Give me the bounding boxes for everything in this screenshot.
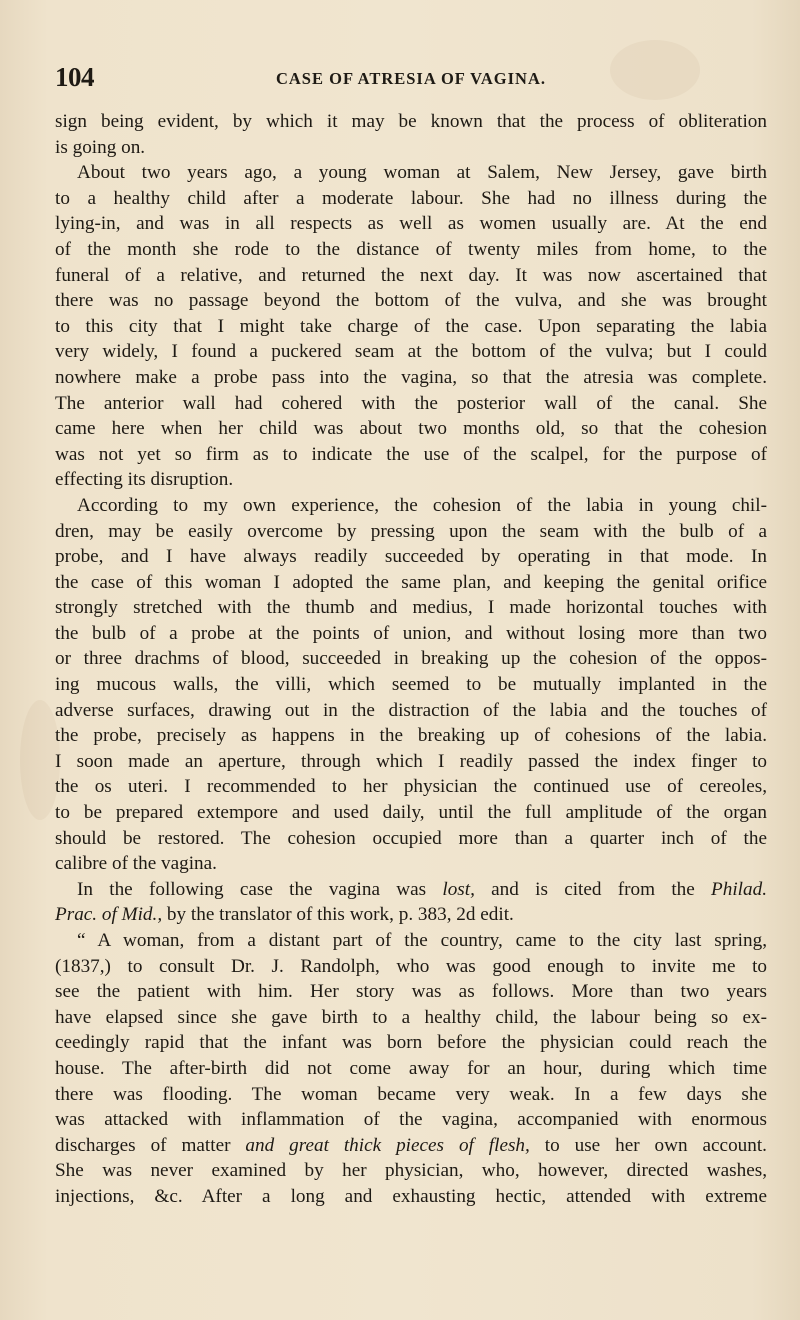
text-line: there was flooding. The woman became very weak. In a few days she — [55, 1083, 767, 1105]
text-line — [55, 902, 767, 928]
text-line — [55, 877, 767, 903]
italic-text: Philad. — [711, 878, 767, 900]
text-line: have elapsed since she gave birth to a healthy child, the labour being so ex- — [55, 1006, 767, 1028]
text-line: I soon made an aperture, through which I readily passed the index finger to — [55, 750, 767, 772]
text-line: very widely, I found a puckered seam at the bottom of the vulva; but I could — [55, 341, 767, 363]
text-line: “ A woman, from a distant part of the country, came to the city last spring, — [77, 930, 767, 951]
page-header — [55, 62, 767, 92]
text-line: to this city that I might take charge of the case. Upon separating the labia — [55, 315, 767, 337]
text-line: strongly stretched with the thumb and medius, I made horizontal touches with — [55, 597, 767, 619]
running-head: CASE OF ATRESIA OF VAGINA. — [275, 69, 547, 88]
text-line: see the patient with him. Her story was as follows. More than two years — [55, 981, 767, 1003]
text-line: was attacked with inflammation of the vagina, accompanied with enormous — [55, 1109, 767, 1131]
text-line: should be restored. The cohesion occupied more than a quarter inch of the — [55, 827, 767, 849]
text-line: ceedingly rapid that the infant was born before the physician could reach the — [55, 1032, 767, 1054]
text-line: the bulb of a probe at the points of union, and without losing more than two — [55, 622, 767, 644]
text-line: probe, and I have always readily succeeded by operating in that mode. In — [55, 546, 767, 568]
text-line: is going on. — [55, 136, 146, 158]
text-line: funeral of a relative, and returned the next day. It was now ascertained that — [55, 264, 767, 286]
text-line: there was no passage beyond the bottom of the vulva, and she was brought — [55, 290, 767, 312]
text-line: was not yet so firm as to indicate the use of the scalpel, for the purpose of — [55, 443, 767, 465]
text-line: ing mucous walls, the villi, which seemed to be mutually implanted in the — [55, 674, 767, 696]
text-run: to use her own account. — [529, 1134, 767, 1156]
text-line: the os uteri. I recommended to her physician the continued use of cereoles, — [55, 776, 767, 798]
text-line: adverse surfaces, drawing out in the distraction of the labia and the touches of — [55, 699, 767, 721]
text-line: nowhere make a probe pass into the vagina, so that the atresia was complete. — [55, 366, 767, 388]
italic-text: and great thick pieces of flesh, — [245, 1134, 530, 1156]
text-line: of the month she rode to the distance of twenty miles from home, to the — [55, 238, 767, 260]
text-line: The anterior wall had cohered with the posterior wall of the canal. She — [55, 392, 767, 414]
text-run: In the following case the vagina was — [77, 878, 443, 900]
body-text — [55, 109, 767, 1210]
text-line: effecting its disruption. — [55, 469, 234, 491]
text-line: lying-in, and was in all respects as well as women usually are. At the end — [55, 213, 767, 235]
text-run: discharges of matter — [55, 1134, 246, 1156]
italic-text: Prac. of Mid., — [55, 904, 163, 926]
text-line — [55, 1133, 767, 1159]
italic-text: lost, — [442, 878, 475, 900]
text-line: came here when her child was about two months old, so that the cohesion — [55, 418, 767, 440]
text-line: injections, &c. After a long and exhausting hectic, attended with extreme — [55, 1185, 767, 1207]
text-line: calibre of the vagina. — [55, 853, 217, 875]
page-number: 104 — [55, 62, 94, 92]
text-line: sign being evident, by which it may be known that the process of obliteration — [55, 111, 767, 132]
text-line: the probe, precisely as happens in the breaking up of cohesions of the labia. — [55, 725, 767, 747]
text-line: house. The after-birth did not come away for an hour, during which time — [55, 1057, 767, 1079]
text-run: by the translator of this work, p. 383, 2d edit. — [162, 904, 514, 926]
text-line: According to my own experience, the cohesion of the labia in young chil- — [77, 494, 767, 516]
paper-stain — [20, 700, 60, 820]
text-line: to a healthy child after a moderate labour. She had no illness during the — [55, 187, 767, 209]
text-line: dren, may be easily overcome by pressing upon the seam with the bulb of a — [55, 520, 767, 542]
text-line: She was never examined by her physician, who, however, directed washes, — [55, 1160, 767, 1182]
text-line: (1837,) to consult Dr. J. Randolph, who was good enough to invite me to — [55, 955, 767, 977]
text-run: and is cited from the — [474, 878, 712, 900]
text-line: the case of this woman I adopted the same plan, and keeping the genital orifice — [55, 571, 767, 593]
text-line: or three drachms of blood, succeeded in breaking up the cohesion of the oppos- — [55, 648, 767, 670]
text-line: to be prepared extempore and used daily, until the full amplitude of the organ — [55, 802, 767, 824]
text-line: About two years ago, a young woman at Salem, New Jersey, gave birth — [77, 162, 767, 184]
